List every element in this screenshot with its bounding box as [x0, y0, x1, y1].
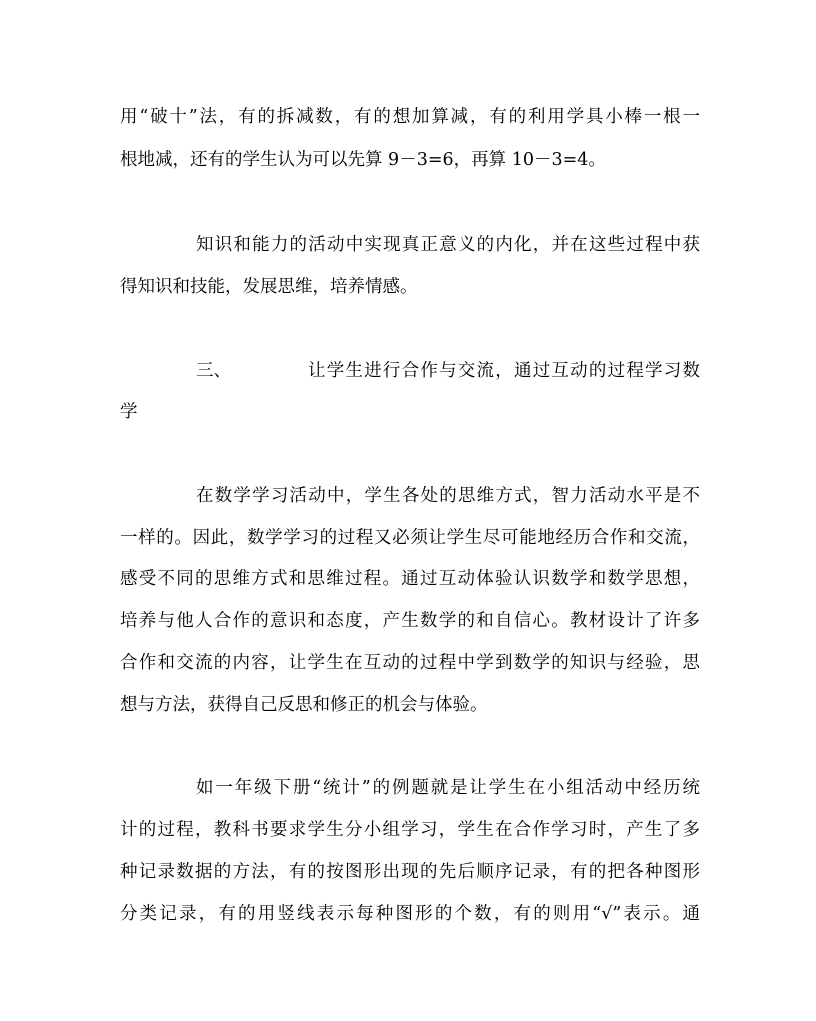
paragraph-1-line-1: 用“破十”法，有的拆减数，有的想加算减，有的利用学具小棒一根一 — [120, 107, 700, 127]
paragraph-3-line-1: 在数学学习活动中，学生各处的思维方式，智力活动水平是不 — [196, 486, 700, 506]
paragraph-3-line-6: 想与方法，获得自己反思和修正的机会与体验。 — [120, 695, 488, 715]
paragraph-4-line-1: 如一年级下册“统计”的例题就是让学生在小组活动中经历统 — [196, 778, 700, 798]
paragraph-3-line-5: 合作和交流的内容，让学生在互动的过程中学到数学的知识与经验，思 — [120, 653, 700, 673]
paragraph-3-line-4: 培养与他人合作的意识和态度，产生数学的和自信心。教材设计了许多 — [120, 611, 700, 631]
paragraph-3-line-3: 感受不同的思维方式和思维过程。通过互动体验认识数学和数学思想， — [120, 569, 700, 589]
paragraph-4-line-3: 种记录数据的方法，有的按图形出现的先后顺序记录，有的把各种图形 — [120, 862, 700, 882]
paragraph-4-line-4: 分类记录，有的用竖线表示每种图形的个数，有的则用“√”表示。通 — [120, 904, 700, 924]
paragraph-2-line-1: 知识和能力的活动中实现真正意义的内化，并在这些过程中获 — [196, 235, 700, 255]
section-number: 三、 — [196, 361, 231, 381]
paragraph-3-line-2: 一样的。因此，数学学习的过程又必须让学生尽可能地经历合作和交流， — [120, 528, 700, 548]
paragraph-2-line-2: 得知识和技能，发展思维，培养情感。 — [120, 277, 418, 297]
section-title-line-2: 学 — [120, 402, 138, 422]
paragraph-1-line-2: 根地减，还有的学生认为可以先算 9－3=6，再算 10－3=4。 — [120, 150, 606, 170]
paragraph-4-line-2: 计的过程，教科书要求学生分小组学习，学生在合作学习时，产生了多 — [120, 820, 700, 840]
section-title-line-1: 让学生进行合作与交流，通过互动的过程学习数 — [308, 361, 700, 381]
